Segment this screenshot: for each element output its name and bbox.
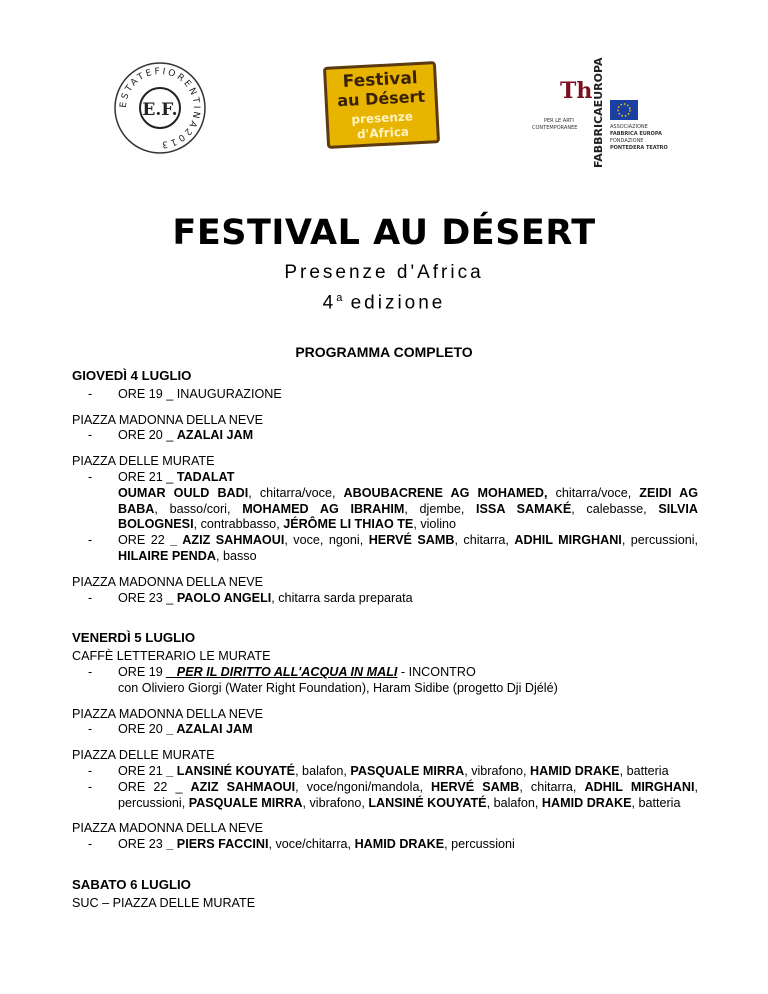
svg-text:FABBRICA EUROPA: FABBRICA EUROPA	[610, 131, 662, 137]
logo-line3: presenze	[351, 109, 414, 127]
day-spacer	[72, 616, 698, 630]
artist-name: HILAIRE PENDA	[118, 548, 216, 563]
day-heading-saturday: SABATO 6 LUGLIO	[72, 876, 191, 892]
logos-row	[0, 57, 768, 168]
subtitle: Presenze d'Africa	[284, 262, 484, 283]
svg-text:Th: Th	[560, 78, 593, 104]
role-text: , balafon,	[295, 763, 351, 778]
venue-label: CAFFÈ LETTERARIO LE MURATE	[72, 649, 271, 664]
artist-name: LANSINÉ KOUYATÉ	[368, 795, 487, 810]
event-group	[72, 413, 698, 445]
role-text: , percussioni,	[118, 779, 698, 810]
svg-text:FABBRICAEUROPA: FABBRICAEUROPA	[592, 57, 605, 168]
artist-name: TADALAT	[176, 469, 235, 484]
artist-name: HAMID DRAKE	[541, 795, 632, 810]
event-time: ORE 22 _	[118, 779, 191, 794]
fabbrica-europa-logo	[530, 57, 668, 168]
event-group	[72, 707, 698, 739]
artist-name: HERVÉ SAMB	[431, 779, 520, 794]
artist-name: _ AZALAI JAM	[166, 722, 253, 737]
venue-label: PIAZZA DELLE MURATE	[72, 748, 215, 763]
svg-text:ASSOCIAZIONE: ASSOCIAZIONE	[610, 124, 648, 130]
event-item	[72, 533, 698, 565]
artist-name: _ LANSINÉ KOUYATÉ	[166, 763, 296, 778]
event-time: ORE 21 _	[118, 469, 177, 484]
role-text: , chitarra,	[519, 779, 585, 794]
day-heading-thursday: GIOVEDÌ 4 LUGLIO	[72, 368, 192, 383]
bullet-dash: -	[88, 533, 93, 548]
event-item	[72, 387, 698, 403]
svg-text:E.F.: E.F.	[142, 100, 178, 120]
logo-line4: d'Africa	[356, 124, 410, 142]
edition	[0, 292, 768, 314]
event-time: ORE 21	[118, 763, 167, 778]
edition-superscript: a	[336, 292, 343, 304]
svg-text:CONTEMPORANEE: CONTEMPORANEE	[532, 125, 578, 131]
event-item	[72, 837, 698, 853]
artist-name: HERVÉ SAMB	[368, 533, 455, 548]
logo-line1: Festival	[342, 68, 419, 92]
svg-text:ESTATEFIORENTINA2013: ESTATEFIORENTINA2013	[118, 66, 202, 150]
event-time: ORE 23	[118, 837, 167, 852]
bullet-dash: -	[88, 386, 93, 401]
program-heading: PROGRAMMA COMPLETO	[295, 344, 473, 360]
artist-name: ZEIDI AG BABA	[118, 485, 699, 516]
bullet-dash: -	[88, 763, 93, 778]
role-text: , voce, ngoni,	[284, 533, 369, 548]
role-text: , voce/chitarra,	[268, 837, 355, 852]
role-text: , violino	[413, 517, 457, 532]
event-item	[72, 780, 698, 812]
artist-name: _ PIERS FACCINI	[166, 837, 269, 852]
event-time: ORE 20 _	[118, 428, 177, 443]
logo-line2: au Désert	[336, 86, 426, 111]
venue-label: PIAZZA MADONNA DELLA NEVE	[72, 574, 264, 589]
artist-name: PAOLO ANGELI	[176, 590, 272, 605]
event-item	[72, 722, 698, 738]
bullet-dash: -	[88, 590, 93, 605]
artist-name: _ AZIZ SAHMAOUI	[170, 533, 285, 548]
artist-name: ADHIL MIRGHANI	[584, 779, 695, 794]
artist-name: PASQUALE MIRRA	[188, 795, 303, 810]
role-text: , basso	[215, 548, 257, 563]
role-text: , chitarra sarda preparata	[271, 590, 413, 605]
event-group	[72, 821, 698, 853]
event-group	[72, 387, 698, 403]
venue-label: PIAZZA MADONNA DELLA NEVE	[72, 821, 264, 836]
artist-name: AZIZ SAHMAOUI	[190, 779, 296, 794]
program-body	[72, 368, 698, 912]
role-text: chitarra/voce,	[547, 485, 640, 500]
event-item	[72, 665, 698, 697]
role-text: , percussioni	[444, 837, 515, 852]
artist-name: AZALAI JAM	[176, 428, 254, 443]
artist-name: ADHIL MIRGHANI	[514, 533, 622, 548]
bullet-dash: -	[88, 469, 93, 484]
role-text: , balafon,	[486, 795, 542, 810]
bullet-dash: -	[88, 722, 93, 737]
event-group	[72, 748, 698, 811]
bullet-dash: -	[88, 664, 93, 679]
event-group	[72, 575, 698, 607]
edition-word: edizione	[350, 292, 446, 314]
venue-label: PIAZZA MADONNA DELLA NEVE	[72, 412, 264, 427]
role-text: , voce/ngoni/mandola,	[295, 779, 432, 794]
svg-text:PER LE ARTI: PER LE ARTI	[544, 118, 574, 124]
svg-text:FONDAZIONE: FONDAZIONE	[610, 138, 644, 144]
edition-number: 4	[322, 292, 337, 314]
event-time: ORE 23 _	[118, 590, 177, 605]
artist-name: ABOUBACRENE AG MOHAMED,	[343, 485, 548, 500]
role-text: , batteria	[631, 795, 681, 810]
event-time: ORE 20	[118, 722, 167, 737]
artist-name: OUMAR OULD BADI	[118, 485, 249, 500]
artist-name: ISSA SAMAKÉ	[476, 501, 572, 516]
role-text: , basso/cori,	[154, 501, 243, 516]
event-text: ORE 19 _ INAUGURAZIONE	[118, 386, 282, 401]
event-item	[72, 470, 698, 533]
event-title: _ PER IL DIRITTO ALL'ACQUA IN MALI	[166, 664, 398, 679]
role-text: , chitarra,	[454, 533, 515, 548]
event-item	[72, 591, 698, 607]
day-spacer	[72, 863, 698, 877]
artist-name: SILVIA BOLOGNESI	[118, 501, 698, 532]
artist-name: HAMID DRAKE	[530, 763, 620, 778]
role-text: , vibrafono,	[464, 763, 531, 778]
event-time: ORE 22	[118, 533, 171, 548]
bullet-dash: -	[88, 428, 93, 443]
event-group	[72, 454, 698, 565]
role-text: , djembe,	[404, 501, 477, 516]
venue-label: PIAZZA MADONNA DELLA NEVE	[72, 706, 264, 721]
role-text: , calebasse,	[571, 501, 659, 516]
role-text: , percussioni,	[621, 533, 698, 548]
bullet-dash: -	[88, 837, 93, 852]
event-guests: con Oliviero Giorgi (Water Right Foundation), Haram Sidibe (progetto Dji Djélé)	[118, 680, 558, 695]
svg-text:PONTEDERA TEATRO: PONTEDERA TEATRO	[610, 145, 668, 151]
artist-name: HAMID DRAKE	[354, 837, 445, 852]
role-text: , chitarra/voce,	[248, 485, 344, 500]
estate-fiorentina-logo	[112, 60, 208, 156]
event-group	[72, 649, 698, 696]
festival-au-desert-logo	[323, 61, 440, 149]
event-item	[72, 428, 698, 444]
day-heading-friday: VENERDÌ 5 LUGLIO	[72, 630, 196, 646]
event-type: - INCONTRO	[397, 664, 476, 679]
role-text: , batteria	[619, 763, 669, 778]
venue-label: SUC – PIAZZA DELLE MURATE	[72, 895, 256, 910]
artist-name: JÉRÔME LI THIAO TE	[283, 517, 414, 532]
event-item	[72, 764, 698, 780]
artist-name: PASQUALE MIRRA	[350, 763, 465, 778]
bullet-dash: -	[88, 779, 93, 794]
artist-name: MOHAMED AG IBRAHIM	[242, 501, 405, 516]
event-time: ORE 19	[118, 664, 167, 679]
page-title: FESTIVAL AU DÉSERT	[172, 213, 596, 253]
venue-label: PIAZZA DELLE MURATE	[72, 454, 215, 469]
role-text: , contrabbasso,	[193, 517, 284, 532]
role-text: , vibrafono,	[302, 795, 369, 810]
